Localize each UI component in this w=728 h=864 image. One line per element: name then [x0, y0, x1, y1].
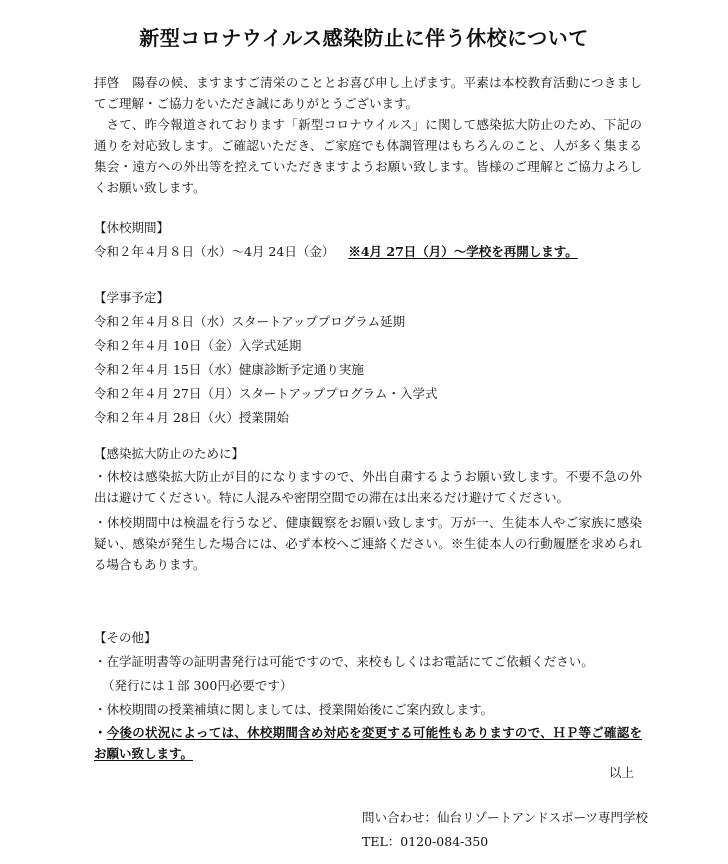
schedule-item: 令和２年４月 27日（月）スタートアッププログラム・入学式: [94, 386, 438, 401]
closure-period-heading: 【休校期間】: [94, 220, 170, 235]
other-bullet-important: [94, 722, 642, 764]
closure-period-line: [94, 240, 642, 264]
closing-mark: 以上: [608, 765, 634, 780]
other-bullet: ・休校期間の授業補填に関しましては、授業開始後にご案内致します。: [94, 702, 494, 717]
intro-section: [94, 72, 642, 198]
contact-block: [362, 806, 648, 854]
other-heading: 【その他】: [94, 630, 157, 645]
closure-period-section: [94, 216, 642, 264]
schedule-item: 令和２年４月 10日（金）入学式延期: [94, 338, 302, 353]
schedule-section: [94, 286, 642, 430]
prevention-bullet: ・休校期間中は検温を行うなど、健康観察をお願い致します。万が一、生徒本人やご家族に感染疑い、感染が発生した場合には、必ず本校へご連絡ください。※生徒本人の行動履歴を求められる場合もあります。: [94, 515, 642, 572]
prevention-heading: 【感染拡大防止のために】: [94, 446, 245, 461]
fee-note: （発行には１部 300円必要です）: [102, 678, 293, 693]
contact-tel: TEL：0120-084-350: [361, 834, 489, 849]
other-bullet: ・在学証明書等の証明書発行は可能ですので、来校もしくはお電話にてご依頼ください。: [94, 654, 594, 669]
schedule-heading: 【学事予定】: [94, 290, 170, 305]
closure-period-range: 令和２年４月８日（水）～4月 24日（金）: [94, 244, 335, 259]
intro-greeting: 拝啓 陽春の候、ますますご清栄のこととお喜び申し上げます。平素は本校教育活動につきましてご理解・ご協力をいただき誠にありがとうございます。: [94, 75, 642, 111]
contact-school: 問い合わせ：仙台リゾートアンドスポーツ専門学校: [361, 810, 648, 825]
other-section: [94, 626, 642, 764]
bullet-mark: ・: [94, 725, 107, 740]
schedule-item: 令和２年４月８日（水）スタートアッププログラム延期: [94, 314, 406, 329]
schedule-item: 令和２年４月 28日（火）授業開始: [94, 410, 289, 425]
intro-body: さて、昨今報道されております「新型コロナウイルス」に関して感染拡大防止のため、下記の通りを対応致します。ご確認いただき、ご家庭でも体調管理はもちろんのこと、人が多く集まる集会・遠方への外出等を控えていただきますようお願い致します。皆様のご理解とご協力よろしくお願い致します。: [94, 117, 642, 195]
schedule-item: 令和２年４月 15日（水）健康診断予定通り実施: [94, 362, 364, 377]
prevention-bullet: ・休校は感染拡大防止が目的になりますので、外出自粛するようお願い致します。不要不急の外出は避けてください。特に人混みや密閉空間での滞在は出来るだけ避けてください。: [94, 469, 642, 505]
important-notice: 今後の状況によっては、休校期間含め対応を変更する可能性もありますので、ＨＰ等ご確認をお願い致します。: [94, 725, 642, 761]
reopen-notice: ※4月 27日（月）～学校を再開します。: [348, 244, 578, 259]
prevention-section: [94, 442, 642, 575]
page-title: 新型コロナウイルス感染防止に伴う休校について: [139, 26, 589, 50]
